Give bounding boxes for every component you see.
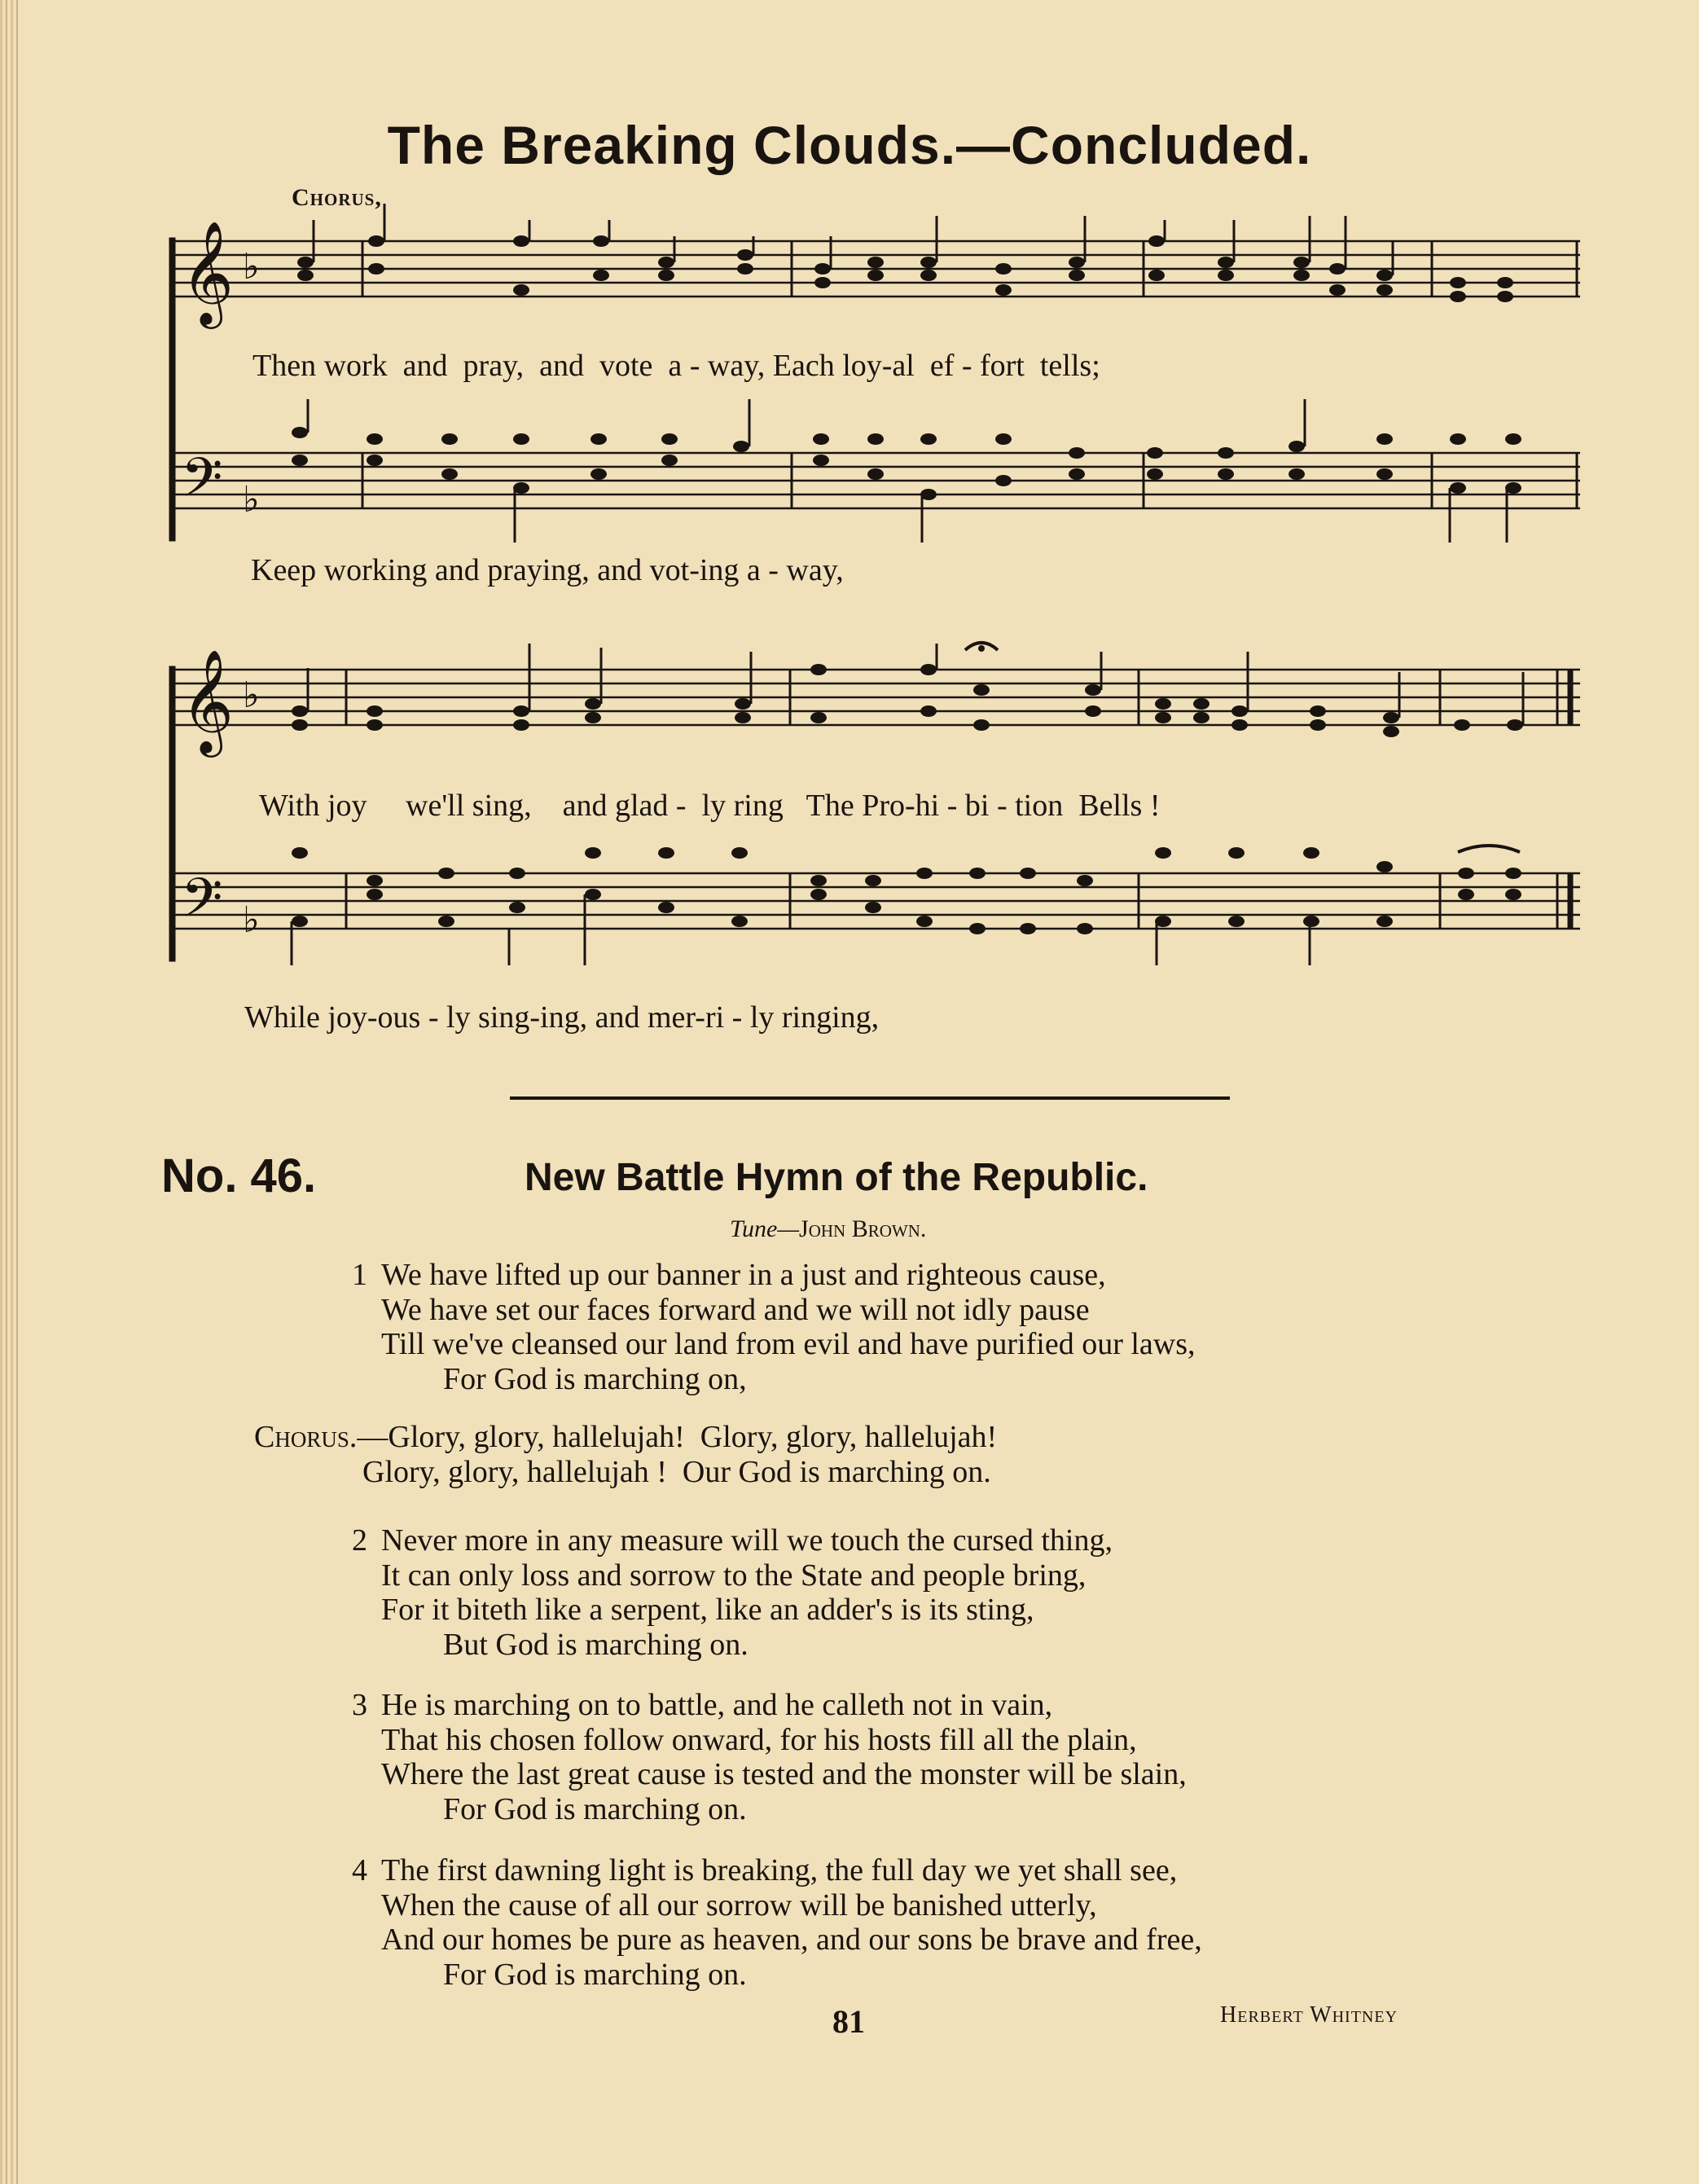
- treble-clef-icon: 𝄞: [181, 648, 235, 753]
- hymn-number: No. 46.: [161, 1149, 317, 1202]
- author-credit: Herbert Whitney: [1220, 2002, 1398, 2028]
- stanza-line: The first dawning light is breaking, the full day we yet shall see,: [381, 1853, 1178, 1887]
- stanza-number: 4: [352, 1853, 367, 1887]
- chorus-line: Glory, glory, hallelujah ! Our God is marching on.: [362, 1454, 991, 1489]
- system1-bass-notes: [292, 427, 1521, 500]
- tune-name: John Brown.: [799, 1215, 927, 1242]
- page-number: 81: [832, 2003, 865, 2040]
- system2-treble-staff: [175, 670, 1580, 725]
- flat-key-signature-icon: ♭: [243, 246, 260, 288]
- stanza-line: We have lifted up our banner in a just and righteous cause,: [381, 1258, 1106, 1292]
- page-title: The Breaking Clouds.—Concluded.: [387, 115, 1312, 175]
- stanza-3: [352, 1688, 1187, 1826]
- chorus-label: Chorus,: [292, 184, 382, 211]
- flat-key-signature-icon: ♭: [243, 899, 260, 941]
- stanza-line: When the cause of all our sorrow will be banished utterly,: [381, 1887, 1097, 1923]
- system2-bass-notes: [292, 847, 1521, 934]
- section-divider: [510, 1096, 1230, 1100]
- stanza-line: We have set our faces forward and we will not idly pause: [381, 1292, 1090, 1327]
- music-score: [0, 0, 1699, 1010]
- stanza-number: 2: [352, 1523, 367, 1558]
- stanza-number: 3: [352, 1688, 367, 1722]
- tune-prefix: Tune—: [730, 1215, 800, 1242]
- stanza-number: 1: [352, 1258, 367, 1292]
- system1-treble-lyrics: Then work and pray, and vote a - way, Each loy-al ef - fort tells;: [252, 349, 1100, 383]
- system1-bracket: [169, 238, 175, 541]
- stanza-line: He is marching on to battle, and he calleth not in vain,: [381, 1688, 1053, 1722]
- hymn-tune: [730, 1215, 926, 1243]
- stanza-2: [352, 1523, 1113, 1662]
- system2-treble-lyrics: With joy we'll sing, and glad - ly ring The Pro-hi - bi - tion Bells !: [259, 789, 1161, 823]
- chorus-line: —Glory, glory, hallelujah! Glory, glory, hallelujah!: [357, 1420, 998, 1454]
- stanza-line: For it biteth like a serpent, like an adder's is its sting,: [381, 1593, 1034, 1627]
- bass-clef-icon: 𝄢: [181, 867, 223, 943]
- hymn-chorus: [254, 1420, 997, 1489]
- stanza-4: [352, 1853, 1202, 1992]
- hymn-title: New Battle Hymn of the Republic.: [525, 1156, 1148, 1199]
- fermata-icon: [1458, 846, 1520, 852]
- system2-bracket: [169, 666, 175, 961]
- stanza-line: It can only loss and sorrow to the State and people bring,: [381, 1558, 1087, 1593]
- stanza-line: Till we've cleansed our land from evil and have purified our laws,: [381, 1327, 1196, 1361]
- flat-key-signature-icon: ♭: [243, 479, 260, 521]
- system2-treble-notes: [292, 664, 1523, 737]
- stanza-line: And our homes be pure as heaven, and our sons be brave and free,: [381, 1923, 1202, 1957]
- stanza-line: Never more in any measure will we touch the cursed thing,: [381, 1523, 1113, 1558]
- system2-bass-lyrics: While joy-ous - ly sing-ing, and mer-ri - ly ringing,: [244, 1000, 880, 1035]
- system2-bass-stems: [292, 894, 1310, 965]
- treble-clef-icon: 𝄞: [181, 220, 235, 324]
- stanza-line: But God is marching on.: [443, 1627, 749, 1662]
- stanza-line: Where the last great cause is tested and the monster will be slain,: [381, 1757, 1187, 1791]
- stanza-1: [352, 1258, 1196, 1396]
- bass-clef-icon: 𝄢: [181, 446, 223, 522]
- stanza-line: For God is marching on.: [443, 1957, 747, 1992]
- system1-bass-staff: [175, 453, 1580, 508]
- chorus-label: Chorus.: [254, 1420, 358, 1454]
- system1-bass-lyrics: Keep working and praying, and vot-ing a - way,: [251, 553, 844, 587]
- system1-bass-stems: [308, 399, 1507, 543]
- system1-treble-staff: [175, 241, 1580, 297]
- stanza-line: That his chosen follow onward, for his hosts fill all the plain,: [381, 1722, 1137, 1757]
- stanza-line: For God is marching on,: [443, 1361, 747, 1396]
- flat-key-signature-icon: ♭: [243, 675, 260, 716]
- stanza-line: For God is marching on.: [443, 1791, 747, 1826]
